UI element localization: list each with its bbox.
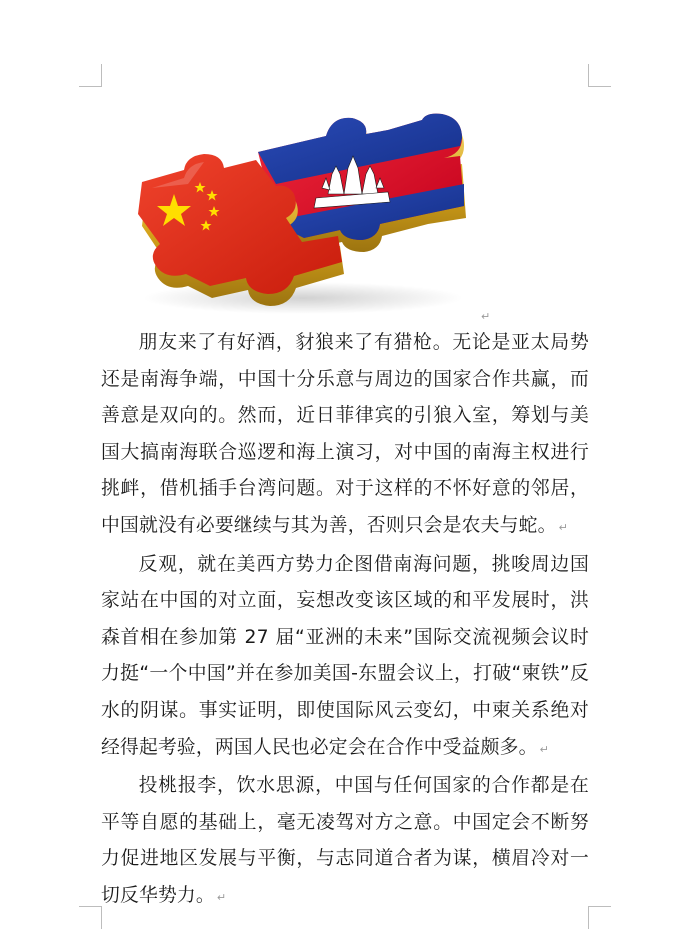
paragraph-1: 朋友来了有好酒，豺狼来了有猎枪。无论是亚太局势还是南海争端，中国十分乐意与周边的国家合作共赢，而善意是双向的。然而，近日菲律宾的引狼入室，筹划与美国大搞南海联合巡逻和海上演习，对中国的南海主权进行挑衅，借机插手台湾问题。对于这样的不怀好意的邻居，中国就没有必要继续与其为善，否则只会是农夫与蛇。 ↵ xyxy=(101,332,589,536)
paragraph-mark: ↵ xyxy=(481,310,491,323)
paragraph-3: 投桃报李，饮水思源，中国与任何国家的合作都是在平等自愿的基础上，毫无凌驾对方之意。中国定会不断努力促进地区发展与平衡，与志同道合者为谋，横眉冷对一切反华势力。 ↵ xyxy=(101,775,589,906)
flag-puzzle-image xyxy=(128,102,478,314)
paragraph-mark: ↵ xyxy=(539,742,549,756)
body-text xyxy=(101,325,589,917)
paragraph-mark: ↵ xyxy=(558,520,568,534)
margin-corner-bottom-left xyxy=(79,906,102,929)
paragraph-mark: ↵ xyxy=(216,890,227,904)
margin-corner-bottom-right xyxy=(588,906,611,929)
margin-corner-top-left xyxy=(79,64,102,87)
margin-corner-top-right xyxy=(588,64,611,87)
paragraph-2: 反观，就在美西方势力企图借南海问题，挑唆周边国家站在中国的对立面，妄想改变该区域的和平发展时，洪森首相在参加第 27 届“亚洲的未来”国际交流视频会议时力挺“一个中国”并在参加美国-东盟会议上，打破“柬铁”反水的阴谋。事实证明，即使国际风云变幻，中柬关系绝对经得起考验，两国人民也必定会在合作中受益颇多。 ↵ xyxy=(101,553,589,758)
